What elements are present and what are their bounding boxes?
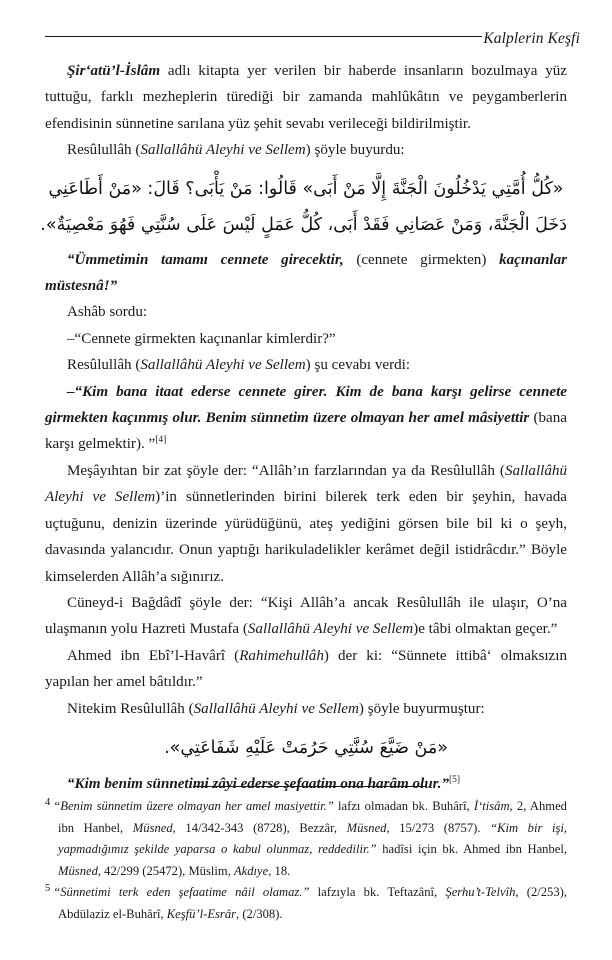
honorific-sallallahu-1: Sallallâhü Aleyhi ve Sellem xyxy=(140,142,306,159)
footnote-marker-4[interactable]: [4] xyxy=(155,435,167,446)
arabic-hadith-1-line-2: دَخَلَ الْجَنَّةَ، وَمَنْ عَصَانِي فَقَدْ أَبَى، كُلُّ عَمَلٍ لَيْسَ عَلَى سُنَّتِي فَهُوَ مَعْصِيَةٌ». xyxy=(40,214,567,235)
footnote-5-text-3: , (2/308). xyxy=(236,906,283,921)
honorific-sallallahu-2: Sallallâhü Aleyhi ve Sellem xyxy=(140,357,306,374)
nitekim-lead-out: ) şöyle buyurmuştur: xyxy=(358,700,485,717)
footnote-marker-5[interactable]: [5] xyxy=(449,774,461,785)
resulullah-cevap-lead-out: ) şu cevabı verdi: xyxy=(305,357,411,374)
paragraph-resulullah-soyle xyxy=(45,137,567,163)
translation-hadith-2 xyxy=(45,379,567,458)
translation-hadith-1 xyxy=(45,247,567,300)
footnotes-section xyxy=(45,786,567,925)
arabic-hadith-2: «مَنْ ضَيَّعَ سُنَّتِي حَرُمَتْ عَلَيْهِ شَفَاعَتِي». xyxy=(164,737,448,758)
paragraph-sirat-text: adlı kitapta yer verilen bir haberde insanların bozulmaya yüz tuttuğu, farklı mezheplerin türediği bir zamanda mahlûkâtın ve peygamberlerin efendisinin sünnetine sarılana yüz şehit sevabı verileceği bildirilmiştir. xyxy=(45,63,567,132)
footnote-4-quote-2: “Kim bir işi, yapmadığımız şekilde yaparsa o kabul olunmaz, reddedilir.” xyxy=(58,820,567,856)
mesayih-lead-out: )’in sünnetlerinden birini bilerek terk eden bir şeyhin, havada uçtuğunu, denizin üzerinde yürüdüğünü, ateş yediğini görsen bile bil ki o şeyh, davasında yalancıdır. Onun yaptığı harikuladelikler kerâmet değil istidrâcdır.” Böyle kimselerden Allâh’a sığınırız. xyxy=(45,489,568,585)
paragraph-sirat xyxy=(45,58,567,137)
footnote-5-text-1: lafzıyla bk. Teftazânî, xyxy=(309,885,446,899)
footnote-4-text-6: , 42/299 (25472), Müslim, xyxy=(97,863,234,878)
footnote-5-text-2: , (2/253), Abdülaziz el-Buhârî, xyxy=(58,885,567,921)
translation-1-part-b: (cennete girmekten) xyxy=(343,251,500,268)
footnote-4-text-4: , 15/273 (8757). xyxy=(386,820,491,835)
resulullah-lead-out: ) şöyle buyurdu: xyxy=(305,142,405,159)
body-column xyxy=(40,58,568,797)
footnote-4-text-5: hadîsi için bk. Ahmed ibn Hanbel, xyxy=(376,842,567,856)
havari-lead-out: ) der ki: “Sünnete ittibâ‘ olmaksızın yapılan her amel bâtıldır.” xyxy=(45,647,567,691)
resulullah-lead-in: Resûlullâh ( xyxy=(67,142,141,159)
footnote-separator-rule xyxy=(193,786,425,787)
footnote-4-text-3: , 14/342-343 (8728), Bezzâr, xyxy=(172,820,347,835)
translation-2-part-a: –“Kim bana itaat ederse cennete girer. Kim de bana karşı gelirse cennete girmekten kaçınmış olur. Benim sünnetim üzere olmayan her amel mâsiyettir xyxy=(45,383,567,427)
arabic-hadith-1-line-1: «كُلُّ أُمَّتِي يَدْخُلُونَ الْجَنَّةَ إِلَّا مَنْ أَبَى» قَالُوا: مَنْ يَأْبَى؟ قَالَ: «مَنْ أَطَاعَنِي xyxy=(48,178,564,199)
honorific-rahimehullah: Rahimehullâh xyxy=(239,647,324,664)
footnote-4-source-4: Müsned xyxy=(58,863,98,878)
footnote-4-quote-1: “Benim sünnetim üzere olmayan her amel masiyettir.” xyxy=(53,799,334,813)
translation-3-text: “Kim benim sünnetimi zâyi ederse şefaatim ona harâm olur.” xyxy=(67,775,450,792)
running-header xyxy=(45,26,580,52)
translation-2-part-b: (bana karşı gelmektir). ” xyxy=(45,410,568,453)
cuneyd-lead-out: )e tâbi olmaktan geçer.” xyxy=(413,621,558,638)
cuneyd-lead-in: Cüneyd-i Bağdâdî şöyle der: “Kişi Allâh’a ancak Resûlullâh ile ulaşır, O’na ulaşmanın yolu Hazreti Mustafa ( xyxy=(45,594,567,638)
paragraph-ahmed-ibn-ebil-havari xyxy=(45,643,567,696)
arabic-hadith-1 xyxy=(40,171,567,243)
footnote-4-source-5: Akdıye xyxy=(233,863,269,878)
footnote-4-source-3: Müsned xyxy=(346,820,387,835)
book-title: Kalplerin Keşfi xyxy=(483,30,580,48)
honorific-sallallahu-5: Sallallâhü Aleyhi ve Sellem xyxy=(193,700,359,717)
resulullah-cevap-lead-in: Resûlullâh ( xyxy=(67,357,141,374)
mesayih-lead-in: Meşâyıhtan bir zat şöyle der: “Allâh’ın farzlarından ya da Resûlullâh ( xyxy=(67,462,505,479)
footnote-5-source-2: Keşfü’l-Esrâr xyxy=(166,906,237,921)
paragraph-cuneyd xyxy=(45,590,567,643)
paragraph-mesayih xyxy=(45,458,567,590)
paragraph-nitekim xyxy=(45,696,567,722)
footnote-4 xyxy=(45,796,567,882)
footnote-4-text-2: , 2, Ahmed ibn Hanbel, xyxy=(58,799,567,835)
book-reference-sirat: Şir‘atü’l-İslâm xyxy=(67,63,161,79)
footnote-4-source-1: İ‘tisâm xyxy=(473,799,510,813)
paragraph-soru: –“Cennete girmekten kaçınanlar kimlerdir?” xyxy=(67,330,336,347)
translation-1-part-c: kaçınanlar müstesnâ!” xyxy=(45,251,567,295)
honorific-sallallahu-4: Sallallâhü Aleyhi ve Sellem xyxy=(247,621,414,638)
footnote-4-text-7: , 18. xyxy=(268,863,291,878)
footnote-5-number: 5 xyxy=(45,882,51,894)
honorific-sallallahu-3: Sallallâhü Aleyhi ve Sellem xyxy=(45,462,567,506)
header-rule xyxy=(45,36,482,37)
footnote-5-quote-1: “Sünnetimi terk eden şefaatime nâil olamaz.” xyxy=(53,885,310,899)
translation-1-part-a: “Ümmetimin tamamı cennete girecektir, xyxy=(67,251,344,268)
paragraph-resulullah-cevap xyxy=(45,352,567,378)
footnote-4-number: 4 xyxy=(45,796,51,808)
paragraph-ashab-sordu: Ashâb sordu: xyxy=(67,304,148,321)
footnote-5 xyxy=(45,882,567,925)
havari-lead-in: Ahmed ibn Ebî’l-Havârî ( xyxy=(67,647,240,664)
nitekim-lead-in: Nitekim Resûlullâh ( xyxy=(67,700,194,717)
footnote-5-source-1: Şerhu’t-Telvîh xyxy=(445,885,516,899)
footnote-4-source-2: Müsned xyxy=(132,820,173,835)
footnote-4-text-1: lafzı olmadan bk. Buhârî, xyxy=(333,799,474,813)
